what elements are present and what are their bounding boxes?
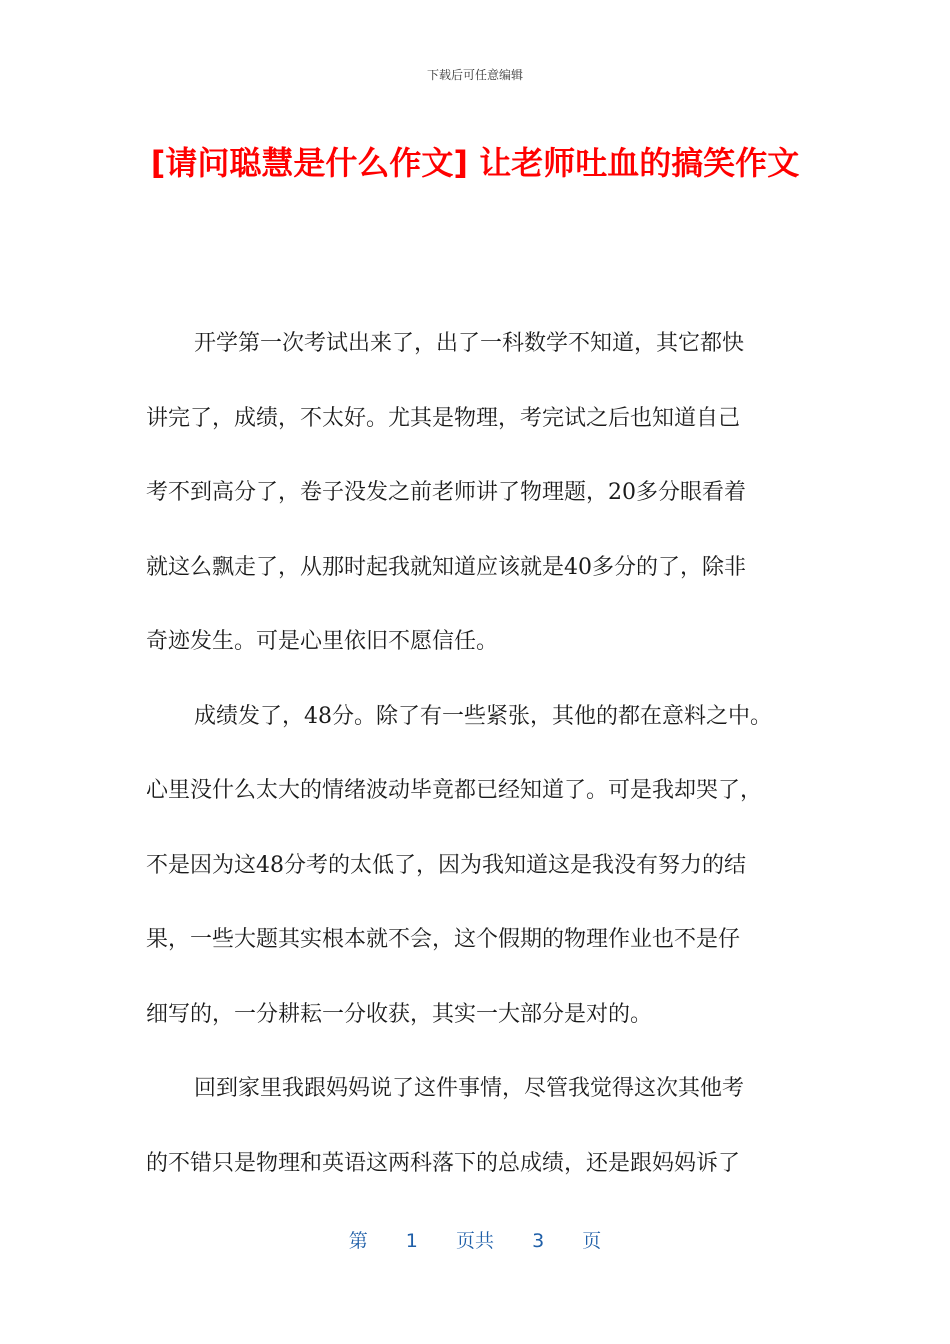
body-line: 果，一些大题其实根本就不会，这个假期的物理作业也不是仔: [146, 927, 741, 952]
footer-total-pages: 3: [532, 1230, 545, 1252]
document-title: [请问聪慧是什么作文] 让老师吐血的搞笑作文: [150, 144, 800, 182]
body-line: 就这么飘走了，从那时起我就知道应该就是40多分的了，除非: [146, 554, 746, 580]
body-line: 讲完了，成绩，不太好。尤其是物理，考完试之后也知道自己: [146, 405, 741, 431]
footer-prefix: 第: [348, 1230, 368, 1252]
body-line: 的不错只是物理和英语这两科落下的总成绩，还是跟妈妈诉了: [146, 1150, 741, 1176]
body-line: 不是因为这48分考的太低了，因为我知道这是我没有努力的结: [146, 852, 746, 878]
footer-middle: 页共: [455, 1230, 494, 1252]
body-line: 奇迹发生。可是心里依旧不愿信任。: [146, 629, 499, 654]
page-header-note: 下载后可任意编辑: [426, 68, 523, 82]
body-line: 考不到高分了，卷子没发之前老师讲了物理题，20多分眼看着: [146, 480, 746, 505]
footer-suffix: 页: [582, 1230, 602, 1252]
body-line: 细写的，一分耕耘一分收获，其实一大部分是对的。: [146, 1001, 653, 1027]
body-line: 开学第一次考试出来了，出了一科数学不知道，其它都快: [194, 331, 745, 356]
document-body: [146, 322, 816, 1216]
footer-current-page: 1: [405, 1230, 418, 1252]
body-line: 成绩发了，48分。除了有一些紧张，其他的都在意料之中。: [194, 703, 772, 729]
page-footer: [0, 1226, 950, 1253]
body-line: 回到家里我跟妈妈说了这件事情，尽管我觉得这次其他考: [194, 1076, 745, 1101]
body-line: 心里没什么太大的情绪波动毕竟都已经知道了。可是我却哭了，: [146, 778, 763, 803]
